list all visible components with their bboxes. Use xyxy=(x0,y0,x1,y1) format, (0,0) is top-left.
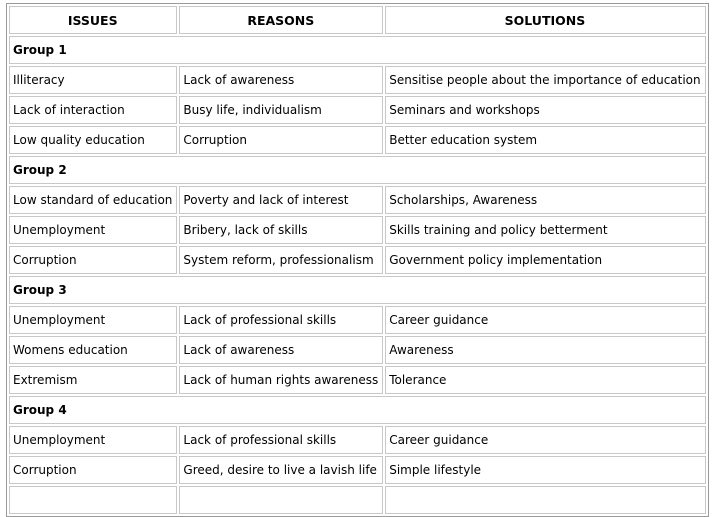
table-row xyxy=(9,216,706,244)
group-label: Group 1 xyxy=(9,36,706,64)
reason-cell: Busy life, individualism xyxy=(179,96,383,124)
reason-cell: Lack of awareness xyxy=(179,336,383,364)
group-row xyxy=(9,156,706,184)
group-label: Group 4 xyxy=(9,396,706,424)
group-label: Group 3 xyxy=(9,276,706,304)
issue-cell: Unemployment xyxy=(9,426,177,454)
table-row xyxy=(9,456,706,484)
empty-cell xyxy=(385,486,705,514)
group-row xyxy=(9,276,706,304)
reason-cell: Corruption xyxy=(179,126,383,154)
table-row xyxy=(9,246,706,274)
issue-cell: Illiteracy xyxy=(9,66,177,94)
reason-cell: Bribery, lack of skills xyxy=(179,216,383,244)
header-reasons: REASONS xyxy=(179,6,383,34)
reason-cell: Lack of professional skills xyxy=(179,426,383,454)
solution-cell: Career guidance xyxy=(385,306,705,334)
reason-cell: System reform, professionalism xyxy=(179,246,383,274)
issue-cell: Corruption xyxy=(9,246,177,274)
issues-table xyxy=(6,3,709,517)
table-row xyxy=(9,426,706,454)
issue-cell: Unemployment xyxy=(9,306,177,334)
reason-cell: Lack of professional skills xyxy=(179,306,383,334)
reason-cell: Greed, desire to live a lavish life xyxy=(179,456,383,484)
issue-cell: Low standard of education xyxy=(9,186,177,214)
group-row xyxy=(9,396,706,424)
header-row xyxy=(9,6,706,34)
issue-cell: Lack of interaction xyxy=(9,96,177,124)
table-row xyxy=(9,186,706,214)
solution-cell: Better education system xyxy=(385,126,705,154)
solution-cell: Seminars and workshops xyxy=(385,96,705,124)
table-row xyxy=(9,96,706,124)
table-row xyxy=(9,336,706,364)
reason-cell: Poverty and lack of interest xyxy=(179,186,383,214)
solution-cell: Government policy implementation xyxy=(385,246,705,274)
solution-cell: Skills training and policy betterment xyxy=(385,216,705,244)
reason-cell: Lack of awareness xyxy=(179,66,383,94)
table-row xyxy=(9,66,706,94)
table-row xyxy=(9,126,706,154)
issue-cell: Corruption xyxy=(9,456,177,484)
group-label: Group 2 xyxy=(9,156,706,184)
solution-cell: Tolerance xyxy=(385,366,705,394)
issue-cell: Womens education xyxy=(9,336,177,364)
table-row xyxy=(9,366,706,394)
issue-cell: Unemployment xyxy=(9,216,177,244)
empty-cell xyxy=(9,486,177,514)
solution-cell: Awareness xyxy=(385,336,705,364)
empty-cell xyxy=(179,486,383,514)
table-row xyxy=(9,306,706,334)
reason-cell: Lack of human rights awareness xyxy=(179,366,383,394)
group-row xyxy=(9,36,706,64)
solution-cell: Scholarships, Awareness xyxy=(385,186,705,214)
header-solutions: SOLUTIONS xyxy=(385,6,705,34)
header-issues: ISSUES xyxy=(9,6,177,34)
solution-cell: Career guidance xyxy=(385,426,705,454)
solution-cell: Sensitise people about the importance of education xyxy=(385,66,705,94)
table-row-partial xyxy=(9,486,706,514)
solution-cell: Simple lifestyle xyxy=(385,456,705,484)
issue-cell: Extremism xyxy=(9,366,177,394)
issue-cell: Low quality education xyxy=(9,126,177,154)
